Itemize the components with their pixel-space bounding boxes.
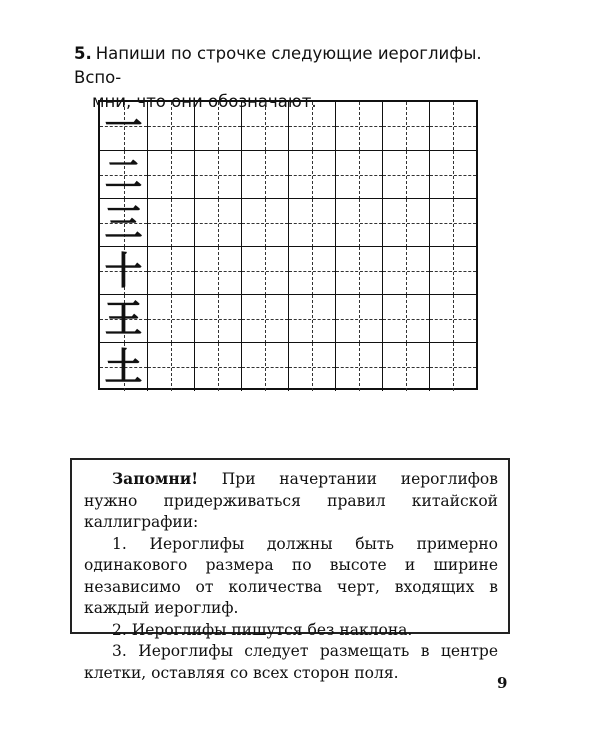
practice-cell[interactable] xyxy=(147,343,194,391)
practice-cell[interactable] xyxy=(335,199,382,247)
practice-cell[interactable] xyxy=(147,247,194,295)
remember-box xyxy=(70,458,510,682)
practice-cell[interactable] xyxy=(429,343,476,391)
practice-cell[interactable] xyxy=(147,151,194,199)
hieroglyph: 王 xyxy=(104,297,143,341)
grid-row xyxy=(100,294,476,343)
hieroglyph: 三 xyxy=(104,201,143,245)
task-line-1: Напиши по строчке следующие иероглифы. Вспо- xyxy=(74,44,482,87)
hieroglyph: 一 xyxy=(104,104,143,148)
practice-cell[interactable] xyxy=(382,199,429,247)
practice-cell[interactable] xyxy=(382,102,429,150)
practice-cell[interactable] xyxy=(241,151,288,199)
practice-cell[interactable] xyxy=(194,151,241,199)
note-rule-2: 2. Иероглифы пишутся без наклона. xyxy=(112,620,413,639)
practice-cell[interactable] xyxy=(241,199,288,247)
note-rule-1: 1. Иероглифы должны быть примерно одинакового размера по высоте и ширине независимо от количества черт, входящих в каждый иероглиф. xyxy=(84,534,498,617)
practice-cell[interactable] xyxy=(429,151,476,199)
practice-cell[interactable] xyxy=(335,247,382,295)
practice-cell[interactable] xyxy=(241,343,288,391)
note-rule-3: 3. Иероглифы следует размещать в центре клетки, оставляя со всех сторон поля. xyxy=(84,642,498,682)
practice-cell[interactable] xyxy=(241,295,288,343)
practice-cell[interactable] xyxy=(288,199,335,247)
task-line-2: мни, что они обозначают. xyxy=(92,92,317,111)
task-number: 5. xyxy=(74,44,92,63)
practice-cell[interactable] xyxy=(429,247,476,295)
practice-cell[interactable] xyxy=(194,199,241,247)
page-number: 9 xyxy=(497,674,508,692)
model-character-cell xyxy=(100,343,147,391)
practice-cell[interactable] xyxy=(147,102,194,150)
practice-cell[interactable] xyxy=(288,247,335,295)
model-character-cell xyxy=(100,102,147,150)
practice-cell[interactable] xyxy=(429,295,476,343)
model-character-cell xyxy=(100,199,147,247)
practice-cell[interactable] xyxy=(335,151,382,199)
practice-cell[interactable] xyxy=(147,295,194,343)
hieroglyph: 十 xyxy=(104,249,143,293)
practice-cell[interactable] xyxy=(194,343,241,391)
model-character-cell xyxy=(100,151,147,199)
practice-cell[interactable] xyxy=(382,295,429,343)
grid-row xyxy=(100,150,476,199)
practice-cell[interactable] xyxy=(288,295,335,343)
practice-cell[interactable] xyxy=(335,343,382,391)
practice-grid xyxy=(98,100,478,390)
practice-cell[interactable] xyxy=(241,102,288,150)
grid-row xyxy=(100,342,476,391)
practice-cell[interactable] xyxy=(147,199,194,247)
practice-cell[interactable] xyxy=(429,199,476,247)
practice-cell[interactable] xyxy=(429,102,476,150)
grid-row xyxy=(100,198,476,247)
practice-cell[interactable] xyxy=(335,102,382,150)
practice-cell[interactable] xyxy=(194,102,241,150)
hieroglyph: 土 xyxy=(104,345,143,389)
practice-cell[interactable] xyxy=(241,247,288,295)
hieroglyph: 二 xyxy=(104,153,143,197)
practice-cell[interactable] xyxy=(288,343,335,391)
practice-cell[interactable] xyxy=(194,247,241,295)
practice-cell[interactable] xyxy=(382,151,429,199)
practice-cell[interactable] xyxy=(194,295,241,343)
practice-cell[interactable] xyxy=(288,102,335,150)
model-character-cell xyxy=(100,247,147,295)
note-intro: При начертании иероглифов нужно придерживаться правил китайской каллиграфии: xyxy=(84,470,498,531)
grid-row xyxy=(100,102,476,150)
model-character-cell xyxy=(100,295,147,343)
practice-cell[interactable] xyxy=(382,343,429,391)
practice-cell[interactable] xyxy=(335,295,382,343)
grid-row xyxy=(100,246,476,295)
note-heading: Запомни! xyxy=(112,469,199,488)
practice-cell[interactable] xyxy=(382,247,429,295)
practice-cell[interactable] xyxy=(288,151,335,199)
